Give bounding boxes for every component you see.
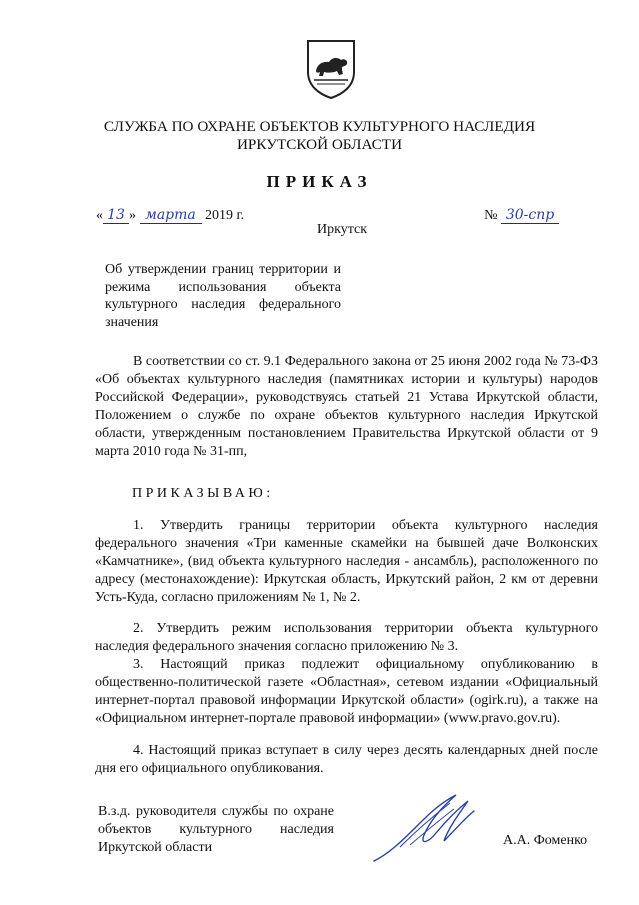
- document-number: [484, 207, 559, 224]
- agency-name-line1: СЛУЖБА ПО ОХРАНЕ ОБЪЕКТОВ КУЛЬТУРНОГО НАСЛЕДИЯ: [103, 118, 536, 135]
- handwritten-signature-icon: [370, 787, 480, 867]
- order-word: ПРИКАЗЫВАЮ:: [132, 486, 274, 501]
- document-date: [96, 207, 244, 224]
- date-year: 2019 г.: [205, 208, 245, 223]
- signatory-name: А.А. Фоменко: [503, 833, 588, 848]
- date-quote-open: «: [96, 208, 103, 223]
- order-item-3: 3. Настоящий приказ подлежит официальному опубликованию в общественно-политической газете «Областная», сетевом издании «Официальный интернет-портал правовой информации Иркутской области» (ogirk.ru), а также на «Официальном интернет-портале правовой информации» (www.pravo.gov.ru).: [95, 657, 598, 726]
- document-title: ПРИКАЗ: [266, 172, 373, 191]
- number-label: №: [484, 208, 498, 223]
- city: Иркутск: [317, 222, 368, 237]
- date-quote-close: »: [129, 208, 136, 223]
- order-item-4: 4. Настоящий приказ вступает в силу через десять календарных дней после дня его официального опубликования.: [95, 743, 598, 776]
- document-subject: Об утверждении границ территории и режима использования объекта культурного наследия федерального значения: [105, 262, 341, 330]
- order-item-1: 1. Утвердить границы территории объекта культурного наследия федерального значения «Три каменные скамейки на бывшей даче Волконских «Камчатнике», (вид объекта культурного наследия - ансамбль), расположенного по адресу (местонахождение): Иркутская область, Иркутский район, 2 км от деревни Усть-Куда, согласно приложениям № 1, № 2.: [95, 518, 598, 605]
- signatory-position: В.з.д. руководителя службы по охране объектов культурного наследия Иркутской области: [98, 804, 334, 855]
- agency-name-line2: ИРКУТСКОЙ ОБЛАСТИ: [236, 136, 403, 153]
- order-item-2: 2. Утвердить режим использования территории объекта культурного наследия федерального значения согласно приложению № 3.: [95, 621, 598, 654]
- number-value: 30-спр: [501, 207, 559, 224]
- date-month: марта: [140, 207, 202, 224]
- irkutsk-coat-of-arms-icon: [305, 38, 357, 100]
- date-day: 13: [103, 207, 129, 224]
- preamble-paragraph: В соответствии со ст. 9.1 Федерального закона от 25 июня 2002 года № 73-ФЗ «Об объектах культурного наследия (памятниках истории и культуры) народов Российской Федерации», руководствуясь статьей 21 Устава Иркутской области, Положением о службе по охране объектов культурного наследия Иркутской области, утвержденным постановлением Правительства Иркутской области от 9 марта 2010 года № 31-пп,: [95, 354, 598, 459]
